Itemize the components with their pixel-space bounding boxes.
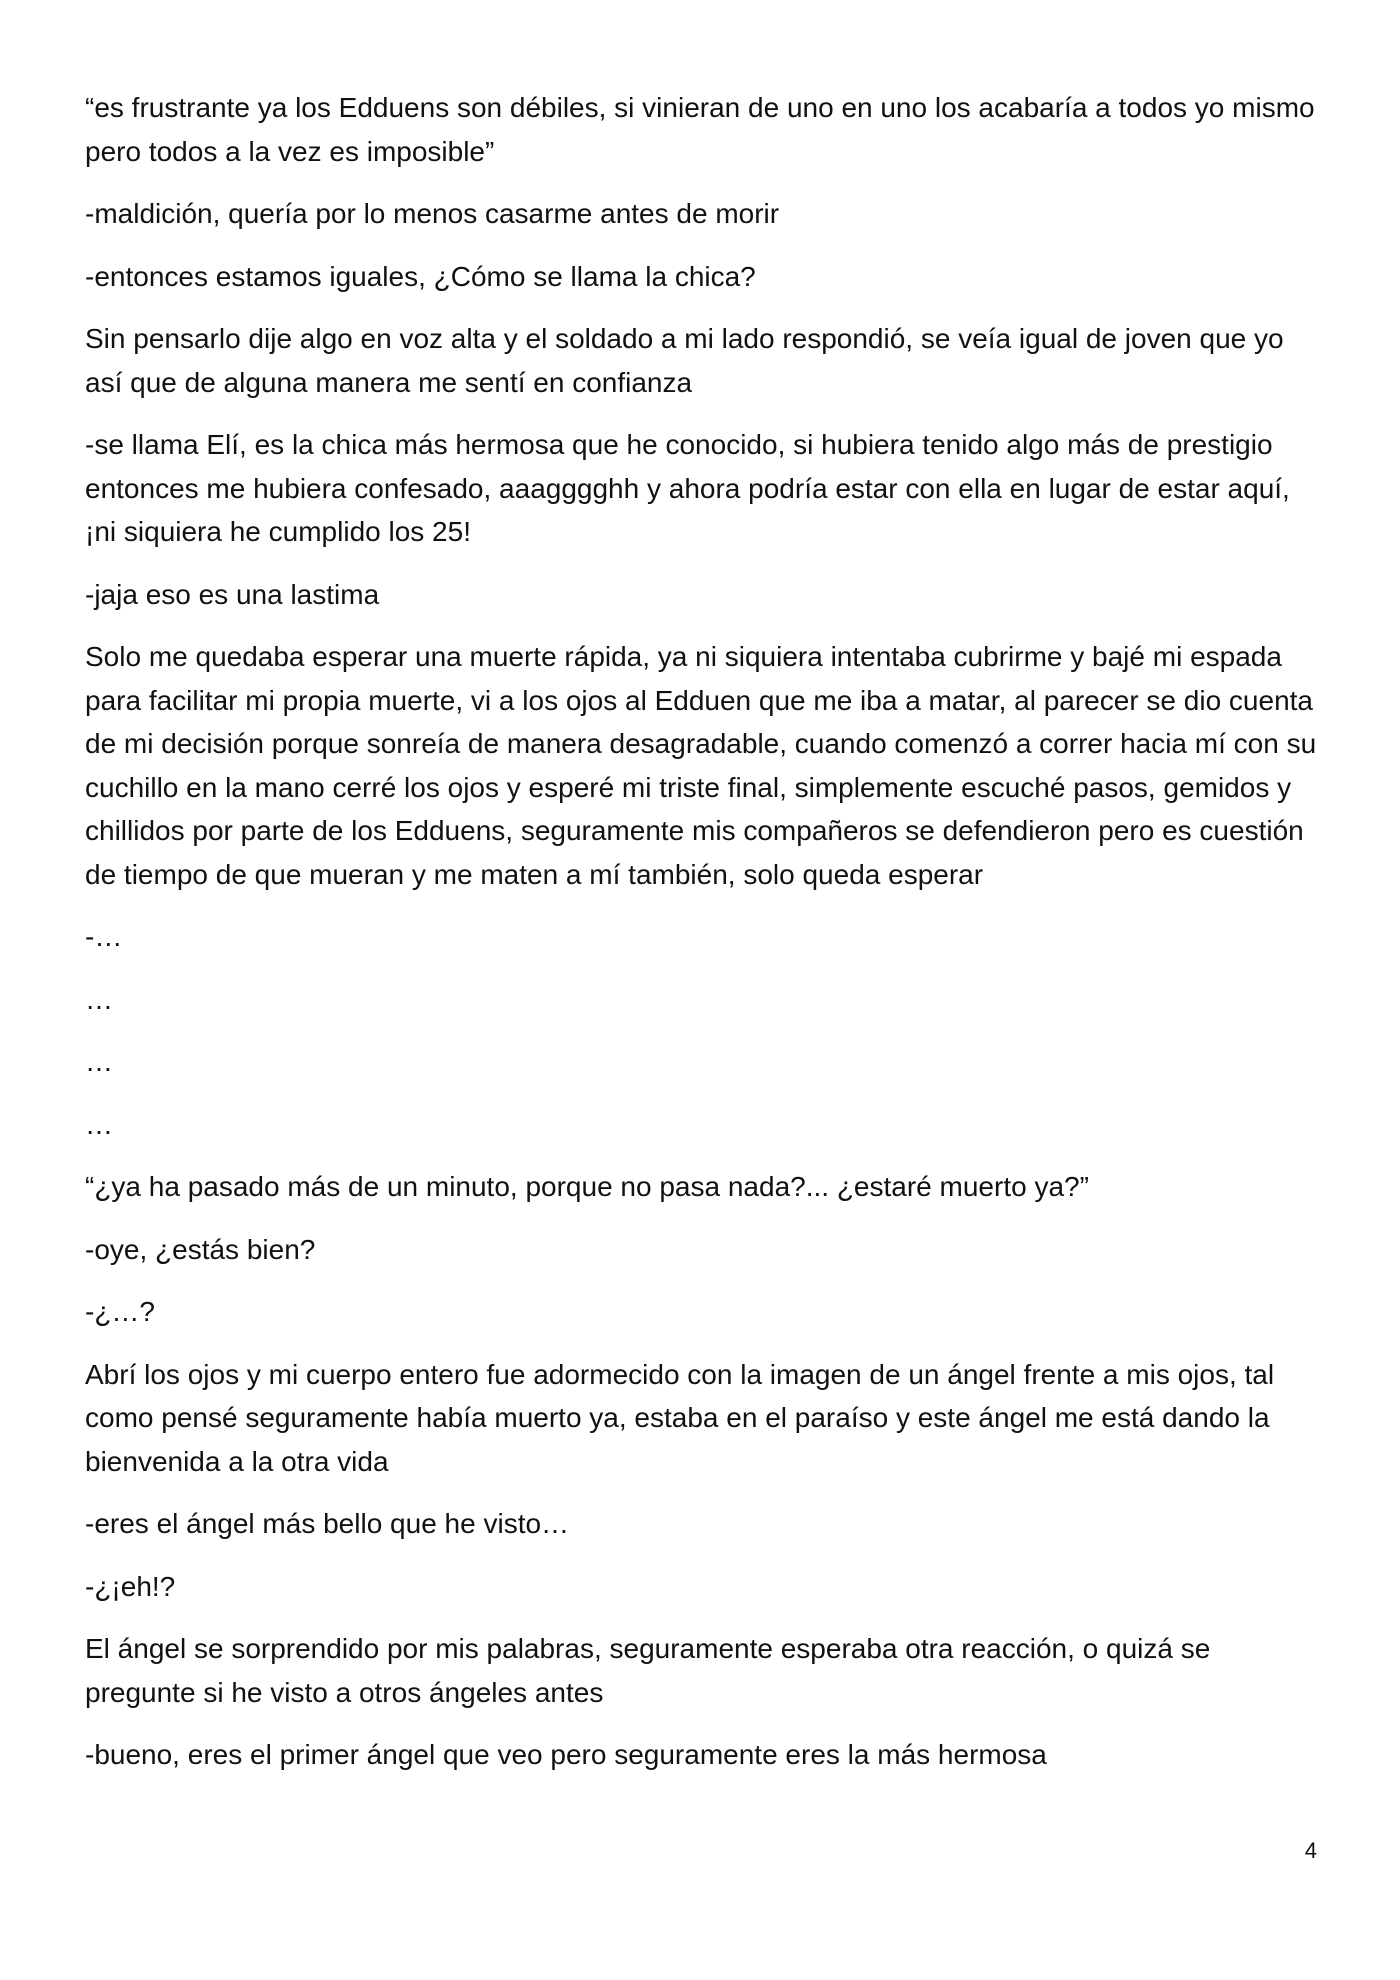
paragraph: Sin pensarlo dije algo en voz alta y el soldado a mi lado respondió, se veía igual de joven que yo así que de alguna manera me sentí en confianza (85, 323, 1284, 398)
paragraph: … (85, 983, 113, 1015)
paragraph: -bueno, eres el primer ángel que veo pero seguramente eres la más hermosa (85, 1739, 1047, 1770)
paragraph: -jaja eso es una lastima (85, 578, 380, 610)
paragraph: -entonces estamos iguales, ¿Cómo se llama la chica? (85, 260, 756, 292)
paragraph: -¿¡eh!? (85, 1570, 176, 1602)
body-text (85, 86, 1325, 1796)
paragraph: Solo me quedaba esperar una muerte rápida, ya ni siquiera intentaba cubrirme y bajé mi espada para facilitar mi propia muerte, vi a los ojos al Edduen que me iba a matar, al parecer se dio cuenta de mi decisión porque sonreía de manera desagradable, cuando comenzó a correr hacia mí con su cuchillo en la mano cerré los ojos y esperé mi triste final, simplemente escuché pasos, gemidos y chillidos por parte de los Edduens, seguramente mis compañeros se defendieron pero es cuestión de tiempo de que mueran y me maten a mí también, solo queda esperar (85, 641, 1317, 890)
paragraph: -… (85, 921, 123, 952)
paragraph: … (85, 1108, 113, 1140)
paragraph: -eres el ángel más bello que he visto… (85, 1508, 570, 1539)
paragraph: “es frustrante ya los Edduens son débiles, si vinieran de uno en uno los acabaría a todos yo mismo pero todos a la vez es imposible” (85, 92, 1315, 167)
paragraph: … (85, 1046, 113, 1077)
paragraph: -maldición, quería por lo menos casarme antes de morir (85, 198, 780, 229)
page-number: 4 (1304, 1838, 1317, 1863)
paragraph: El ángel se sorprendido por mis palabras, seguramente esperaba otra reacción, o quizá se pregunte si he visto a otros ángeles antes (85, 1633, 1211, 1708)
paragraph: -oye, ¿estás bien? (85, 1233, 316, 1265)
paragraph: “¿ya ha pasado más de un minuto, porque no pasa nada?... ¿estaré muerto ya?” (85, 1171, 1089, 1202)
paragraph: Abrí los ojos y mi cuerpo entero fue adormecido con la imagen de un ángel frente a mis ojos, tal como pensé seguramente había muerto ya, estaba en el paraíso y este ángel me está dando la bienvenida a la otra vida (85, 1358, 1275, 1477)
paragraph: -¿…? (85, 1296, 155, 1327)
paragraph: -se llama Elí, es la chica más hermosa que he conocido, si hubiera tenido algo más de prestigio entonces me hubiera confesado, aaagggghh y ahora podría estar con ella en lugar de estar aquí, ¡ni siquiera he cumplido los 25! (85, 429, 1290, 547)
